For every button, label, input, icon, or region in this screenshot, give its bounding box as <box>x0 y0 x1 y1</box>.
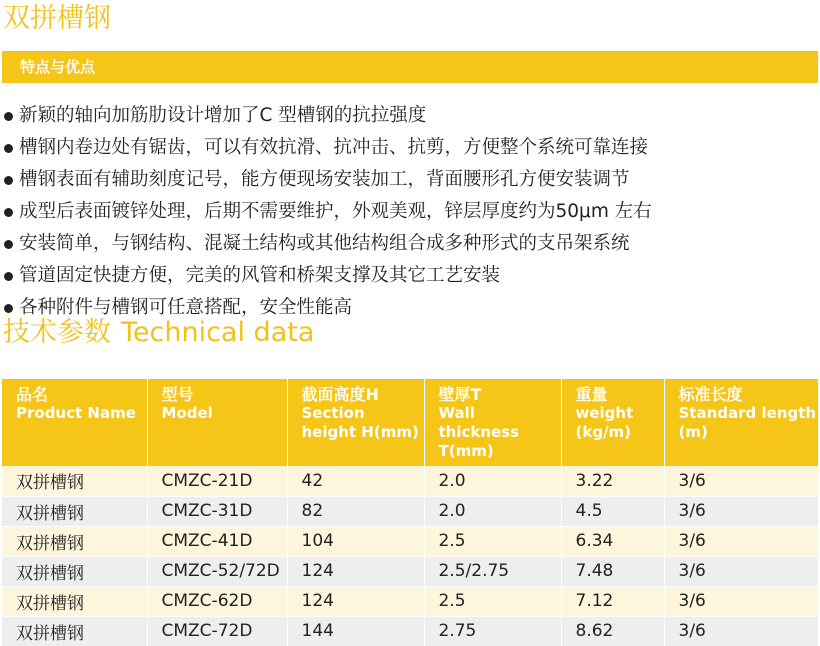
cell-model: CMZC-52/72D <box>147 556 287 586</box>
cell-section-height: 124 <box>287 586 424 616</box>
header-en: Product Name <box>16 404 136 422</box>
cell-product-name: 双拼槽钢 <box>2 556 147 586</box>
cell-model: CMZC-31D <box>147 496 287 526</box>
feature-item <box>4 196 652 228</box>
features-list <box>4 100 652 324</box>
cell-product-name: 双拼槽钢 <box>2 586 147 616</box>
column-header-wall-thickness <box>424 379 561 466</box>
technical-title-zh: 技术参数 <box>3 317 111 348</box>
column-header-standard-length <box>664 379 818 466</box>
column-header-model <box>147 379 287 466</box>
cell-weight: 4.5 <box>561 496 664 526</box>
table-row <box>2 586 818 616</box>
bullet-icon <box>4 112 13 121</box>
cell-standard-length: 3/6 <box>664 616 818 646</box>
table-header-row <box>2 379 818 466</box>
page-title: 双拼槽钢 <box>3 3 111 34</box>
bullet-icon <box>4 176 13 185</box>
cell-wall-thickness: 2.0 <box>424 466 561 496</box>
cell-weight: 7.12 <box>561 586 664 616</box>
header-en: weight (kg/m) <box>575 404 634 441</box>
header-en: Standard length (m) <box>678 404 817 441</box>
feature-text: 槽钢内卷边处有锯齿，可以有效抗滑、抗冲击、抗剪，方便整个系统可靠连接 <box>19 137 649 158</box>
feature-text: 管道固定快捷方便，完美的风管和桥架支撑及其它工艺安装 <box>19 265 501 286</box>
cell-weight: 6.34 <box>561 526 664 556</box>
table-row <box>2 556 818 586</box>
cell-wall-thickness: 2.5/2.75 <box>424 556 561 586</box>
cell-product-name: 双拼槽钢 <box>2 466 147 496</box>
feature-item <box>4 132 652 164</box>
feature-item <box>4 260 652 292</box>
column-header-section-height <box>287 379 424 466</box>
table-row <box>2 526 818 556</box>
cell-weight: 8.62 <box>561 616 664 646</box>
header-zh: 截面高度H <box>301 385 379 404</box>
header-zh: 重量 <box>575 385 608 404</box>
cell-standard-length: 3/6 <box>664 466 818 496</box>
feature-item <box>4 100 652 132</box>
bullet-icon <box>4 304 13 313</box>
column-header-product-name <box>2 379 147 466</box>
spec-table <box>2 379 818 646</box>
bullet-icon <box>4 240 13 249</box>
table-row <box>2 466 818 496</box>
technical-title-en: Technical data <box>121 317 315 348</box>
header-zh: 标准长度 <box>678 385 743 404</box>
cell-product-name: 双拼槽钢 <box>2 496 147 526</box>
cell-wall-thickness: 2.5 <box>424 586 561 616</box>
cell-weight: 3.22 <box>561 466 664 496</box>
table-row <box>2 496 818 526</box>
bullet-icon <box>4 272 13 281</box>
cell-wall-thickness: 2.75 <box>424 616 561 646</box>
cell-product-name: 双拼槽钢 <box>2 526 147 556</box>
cell-weight: 7.48 <box>561 556 664 586</box>
header-zh: 品名 <box>16 385 49 404</box>
feature-text: 新颖的轴向加筋肋设计增加了C 型槽钢的抗拉强度 <box>19 105 427 126</box>
features-section-bar <box>2 51 818 83</box>
header-en: Section height H(mm) <box>301 404 419 441</box>
header-zh: 型号 <box>161 385 194 404</box>
header-en: Wall thickness T(mm) <box>438 404 520 460</box>
feature-item <box>4 228 652 260</box>
cell-section-height: 104 <box>287 526 424 556</box>
cell-model: CMZC-21D <box>147 466 287 496</box>
cell-model: CMZC-62D <box>147 586 287 616</box>
cell-standard-length: 3/6 <box>664 556 818 586</box>
cell-section-height: 144 <box>287 616 424 646</box>
cell-section-height: 82 <box>287 496 424 526</box>
cell-wall-thickness: 2.0 <box>424 496 561 526</box>
cell-standard-length: 3/6 <box>664 496 818 526</box>
cell-standard-length: 3/6 <box>664 586 818 616</box>
bullet-icon <box>4 144 13 153</box>
cell-wall-thickness: 2.5 <box>424 526 561 556</box>
cell-section-height: 124 <box>287 556 424 586</box>
cell-standard-length: 3/6 <box>664 526 818 556</box>
technical-data-title <box>3 316 314 350</box>
cell-model: CMZC-41D <box>147 526 287 556</box>
cell-model: CMZC-72D <box>147 616 287 646</box>
bullet-icon <box>4 208 13 217</box>
features-section-label: 特点与优点 <box>20 58 96 76</box>
feature-item <box>4 164 652 196</box>
header-en: Model <box>161 404 213 422</box>
column-header-weight <box>561 379 664 466</box>
header-zh: 壁厚T <box>438 385 482 404</box>
feature-text: 安装简单，与钢结构、混凝土结构或其他结构组合成多种形式的支吊架系统 <box>19 233 630 254</box>
feature-text: 各种附件与槽钢可任意搭配，安全性能高 <box>19 297 353 318</box>
feature-text: 槽钢表面有辅助刻度记号，能方便现场安装加工，背面腰形孔方便安装调节 <box>19 169 630 190</box>
cell-product-name: 双拼槽钢 <box>2 616 147 646</box>
cell-section-height: 42 <box>287 466 424 496</box>
feature-text: 成型后表面镀锌处理，后期不需要维护，外观美观，锌层厚度约为50μm 左右 <box>19 201 652 222</box>
table-row <box>2 616 818 646</box>
